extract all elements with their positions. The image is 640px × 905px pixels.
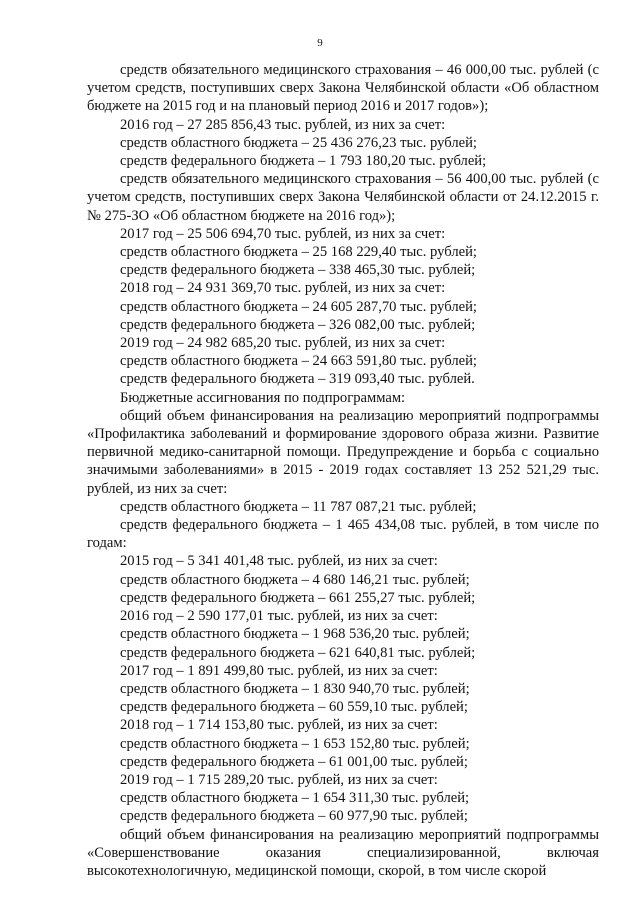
paragraph: 2017 год – 25 506 694,70 тыс. рублей, из них за счет: [120,225,446,242]
paragraph: средств федерального бюджета – 319 093,40 тыс. рублей. [120,371,475,388]
paragraph: средств областного бюджета – 4 680 146,21 тыс. рублей; [120,571,470,588]
paragraph: средств областного бюджета – 1 968 536,20 тыс. рублей; [120,626,470,643]
paragraph: Бюджетные ассигнования по подпрограммам: [120,389,406,406]
paragraph: средств федерального бюджета – 326 082,00 тыс. рублей; [120,316,476,333]
paragraph: 2017 год – 1 891 499,80 тыс. рублей, из них за счет: [120,662,438,679]
paragraph: средств областного бюджета – 1 654 311,30 тыс. рублей; [120,790,470,807]
paragraph: 2018 год – 1 714 153,80 тыс. рублей, из них за счет: [120,717,438,734]
paragraph: средств областного бюджета – 1 830 940,70 тыс. рублей; [120,680,470,697]
paragraph: средств федерального бюджета – 1 465 434,08 тыс. рублей, в том числе по годам: [87,517,599,552]
paragraph: средств федерального бюджета – 60 559,10 тыс. рублей; [120,699,468,716]
paragraph: средств федерального бюджета – 338 465,30 тыс. рублей; [120,262,476,279]
paragraph: средств областного бюджета – 25 436 276,23 тыс. рублей; [120,134,477,151]
paragraph: средств областного бюджета – 11 787 087,21 тыс. рублей; [120,498,477,515]
paragraph: средств федерального бюджета – 60 977,90 тыс. рублей; [120,808,468,825]
paragraph: средств областного бюджета – 24 663 591,80 тыс. рублей; [120,353,477,370]
paragraph: 2018 год – 24 931 369,70 тыс. рублей, из них за счет: [120,280,446,297]
paragraph: средств федерального бюджета – 661 255,27 тыс. рублей; [120,589,476,606]
paragraph: 2016 год – 27 285 856,43 тыс. рублей, из них за счет: [120,116,446,133]
paragraph: средств областного бюджета – 25 168 229,40 тыс. рублей; [120,244,477,261]
paragraph: средств федерального бюджета – 1 793 180,20 тыс. рублей; [120,153,487,170]
document-body [87,61,599,880]
paragraph: средств федерального бюджета – 621 640,81 тыс. рублей; [120,644,476,661]
paragraph: средств обязательного медицинского страхования – 46 000,00 тыс. рублей (с учетом средств, поступивших сверх Закона Челябинской области «Об областном бюджете на 2015 год и на плановый период 2016 и 2017 годов»); [87,62,599,115]
page-number: 9 [317,37,323,49]
paragraph: общий объем финансирования на реализацию мероприятий подпрограммы «Совершенствование оказания специализированной, включая высокотехнологичную, медицинской помощи, скорой, в том числе скорой [87,826,599,879]
paragraph: 2019 год – 1 715 289,20 тыс. рублей, из них за счет: [120,771,438,788]
paragraph: 2016 год – 2 590 177,01 тыс. рублей, из них за счет: [120,608,438,625]
paragraph: средств обязательного медицинского страхования – 56 400,00 тыс. рублей (с учетом средств, поступивших сверх Закона Челябинской области от 24.12.2015 г. № 275-ЗО «Об областном бюджете на 2016 год»); [87,171,599,224]
paragraph: средств областного бюджета – 1 653 152,80 тыс. рублей; [120,735,470,752]
paragraph: средств федерального бюджета – 61 001,00 тыс. рублей; [120,753,468,770]
paragraph: средств областного бюджета – 24 605 287,70 тыс. рублей; [120,298,477,315]
paragraph: 2015 год – 5 341 401,48 тыс. рублей, из них за счет: [120,553,438,570]
paragraph: общий объем финансирования на реализацию мероприятий подпрограммы «Профилактика заболеваний и формирование здорового образа жизни. Развитие первичной медико-санитарной помощи. Предупреждение и борьба с социально значимыми заболеваниями» в 2015 - 2019 годах составляет 13 252 521,29 тыс. рублей, из них за счет: [87,407,599,497]
paragraph: 2019 год – 24 982 685,20 тыс. рублей, из них за счет: [120,335,446,352]
